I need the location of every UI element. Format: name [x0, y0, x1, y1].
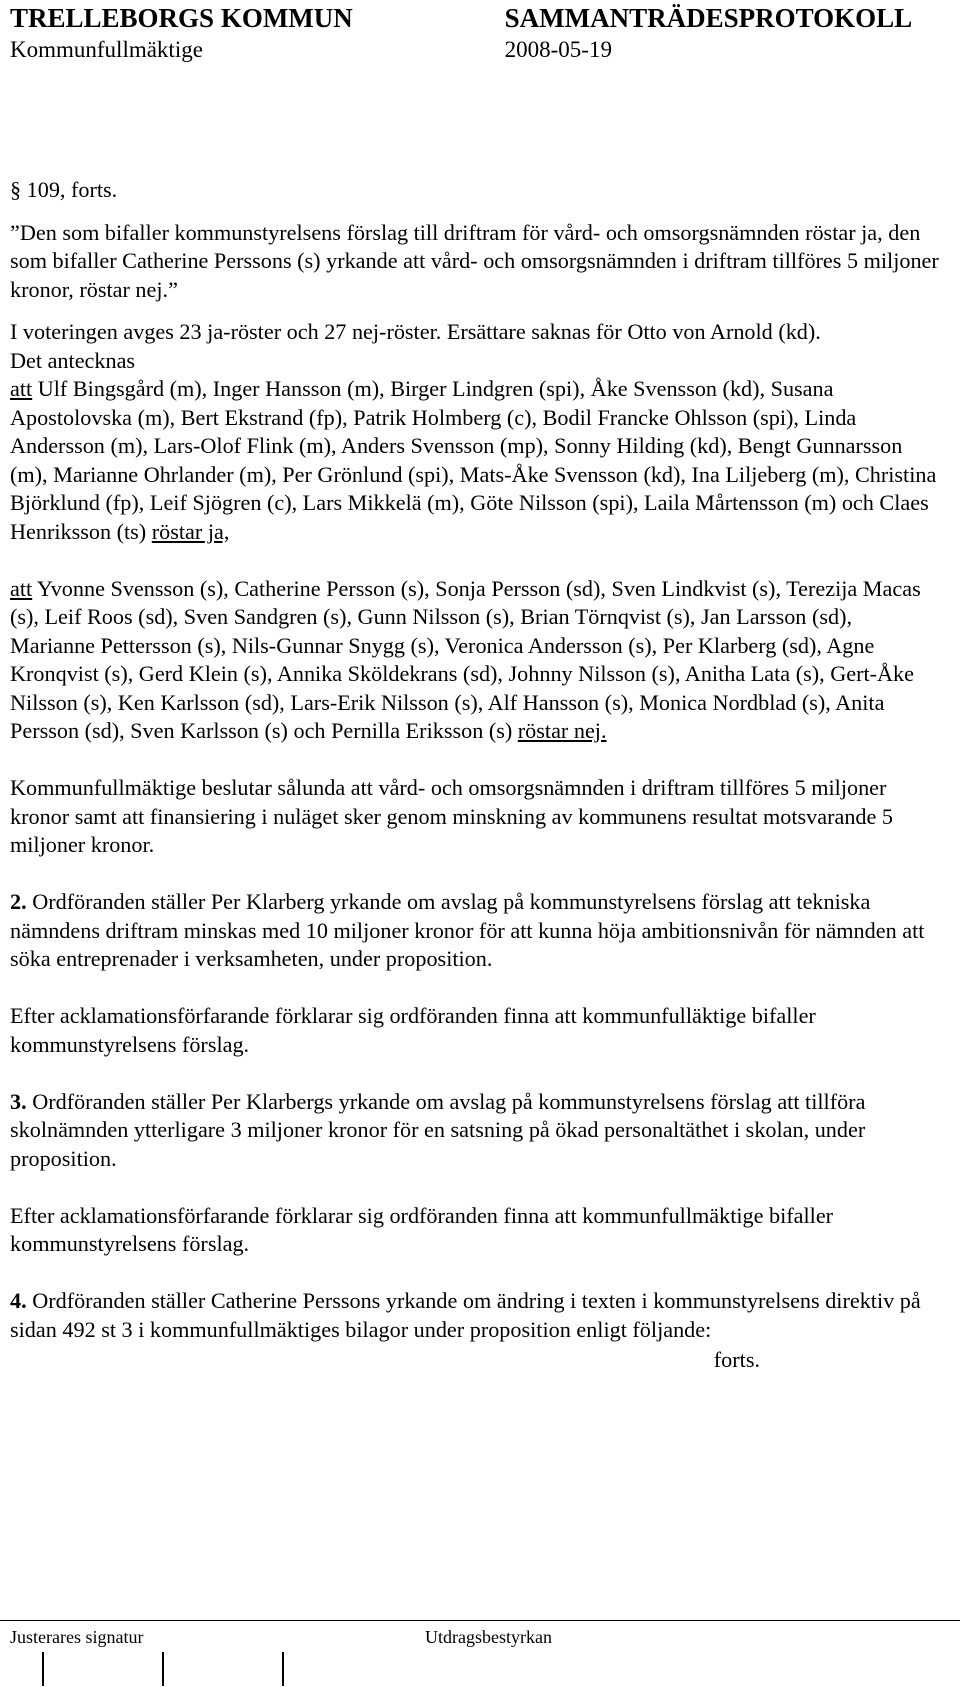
body-name: Kommunfullmäktige [10, 37, 203, 62]
item-text: Ordföranden ställer Catherine Perssons yrkande om ändring i texten i kommunstyrelsens direktiv på sidan 492 st 3 i kommunfullmäktiges bilagor under proposition enligt följande: [10, 1288, 921, 1342]
item-number: 3. [10, 1088, 27, 1114]
section-symbol: § [10, 177, 22, 202]
decision-paragraph: Kommunfullmäktige beslutar sålunda att vård- och omsorgsnämnden i driftram tillföres 5 miljoner kronor samt att finansiering i nuläget sker genom minskning av kommunens resultat motsvarande 5 miljoner kronor. [10, 775, 894, 857]
item-text: Ordföranden ställer Per Klarbergs yrkande om avslag på kommunstyrelsens förslag att tillföra skolnämnden ytterligare 3 miljoner kronor för en satsning på ökad personaltäthet i skolan, under proposition. [10, 1088, 866, 1171]
item-number: 2. [10, 889, 27, 914]
signature-label: Justerares signatur [10, 1627, 144, 1647]
header-row-2 [10, 36, 930, 64]
item-2-paragraph [10, 888, 940, 974]
noted-heading: Det antecknas [10, 347, 136, 373]
signature-box [162, 1652, 164, 1686]
meeting-date: 2008-05-19 [504, 37, 612, 62]
signature-box [42, 1652, 44, 1686]
item-3-paragraph [10, 1088, 940, 1174]
yes-vote-label: röstar ja, [151, 518, 230, 544]
att-marker: att [10, 376, 33, 401]
yes-voters-paragraph [10, 375, 940, 546]
section-ref: 109, forts. [26, 177, 118, 202]
header-row-1 [10, 2, 930, 34]
continued-marker: forts. [713, 1347, 760, 1372]
item-text: Ordföranden ställer Per Klarberg yrkande om avslag på kommunstyrelsens förslag att tekniska nämndens driftram minskas med 10 miljoner kronor för att kunna höja ambitionsnivån för nämnden att söka entreprenader i verksamheten, under proposition. [10, 889, 925, 971]
vote-count: I voteringen avges 23 ja-röster och 27 nej-röster. Ersättare saknas för Otto von Arnold (kd). [10, 319, 821, 344]
signature-box [282, 1652, 284, 1686]
item-4-paragraph [10, 1287, 940, 1344]
footer-divider [0, 1620, 960, 1621]
item-number: 4. [10, 1288, 27, 1313]
yes-voters-list: Ulf Bingsgård (m), Inger Hansson (m), Birger Lindgren (spi), Åke Svensson (kd), Susana Apostolovska (m), Bert Ekstrand (fp), Patrik Holmberg (c), Bodil Francke Ohlsson (spi), Linda Andersson (m), Lars-Olof Flink (m), Anders Svensson (mp), Sonny Hilding (kd), Bengt Gunnarsson (m), Marianne Ohrlander (m), Per Grönlund (spi), Mats-Åke Svensson (kd), Ina Liljeberg (m), Christina Björklund (fp), Leif Sjögren (c), Lars Mikkelä (m), Göte Nilsson (spi), Laila Mårtensson (m) och Claes Henriksson (ts) [10, 376, 937, 544]
item-3-result: Efter acklamationsförfarande förklarar sig ordföranden finna att kommunfullmäktige bifaller kommunstyrelsens förslag. [10, 1202, 834, 1256]
municipality-name: TRELLEBORGS KOMMUN [10, 3, 353, 33]
section-heading [10, 176, 940, 205]
document-type: SAMMANTRÄDESPROTOKOLL [504, 3, 913, 33]
protocol-body [10, 176, 940, 1375]
item-2-result: Efter acklamationsförfarande förklarar sig ordföranden finna att kommunfulläktige bifaller kommunstyrelsens förslag. [10, 1003, 816, 1057]
no-voters-paragraph [10, 575, 940, 746]
certification-label: Utdragsbestyrkan [425, 1627, 552, 1647]
vote-question: ”Den som bifaller kommunstyrelsens förslag till driftram för vård- och omsorgsnämnden röstar ja, den som bifaller Catherine Perssons (s) yrkande att vård- och omsorgsnämnden i driftram tillföres 5 miljoner kronor, röstar nej.” [10, 219, 939, 302]
no-vote-label: röstar nej. [517, 718, 607, 743]
no-voters-list: Yvonne Svensson (s), Catherine Persson (s), Sonja Persson (sd), Sven Lindkvist (s), Terezija Macas (s), Leif Roos (sd), Sven Sandgren (s), Gunn Nilsson (s), Brian Törnqvist (s), Jan Larsson (sd), Marianne Pettersson (s), Nils-Gunnar Snygg (s), Veronica Andersson (s), Per Klarberg (sd), Agne Kronqvist (s), Gerd Klein (s), Annika Sköldekrans (sd), Johnny Nilsson (s), Anitha Lata (s), Gert-Åke Nilsson (s), Ken Karlsson (sd), Lars-Erik Nilsson (s), Alf Hansson (s), Monica Nordblad (s), Anita Persson (sd), Sven Karlsson (s) och Pernilla Eriksson (s) [10, 575, 921, 743]
att-marker: att [10, 575, 33, 601]
